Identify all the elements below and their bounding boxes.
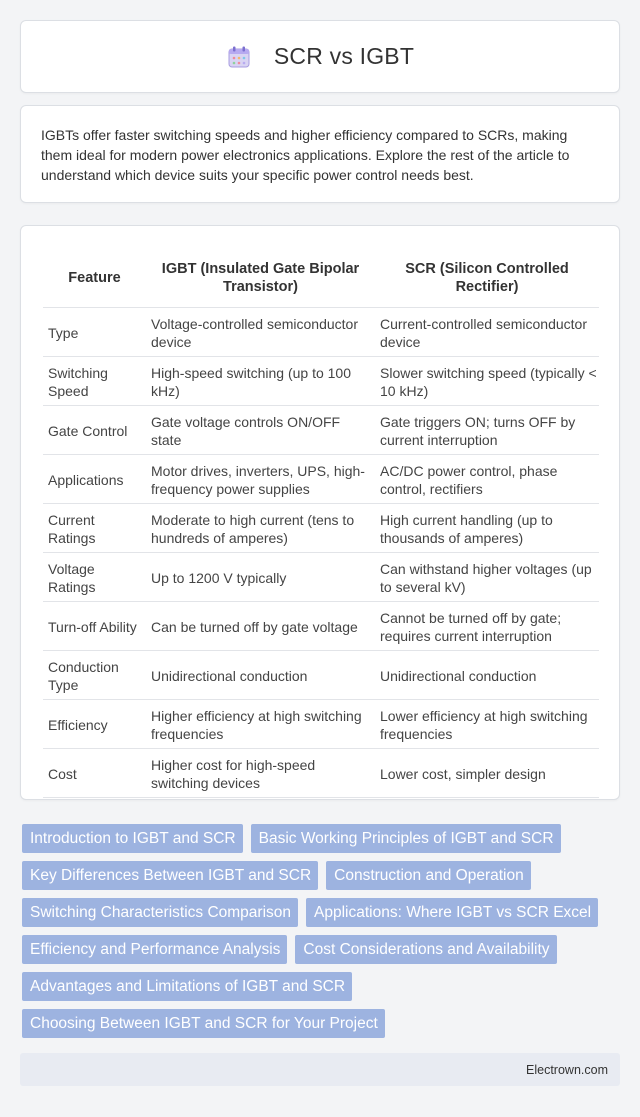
comparison-table xyxy=(43,246,599,798)
table-cell-scr: High current handling (up to thousands of amperes) xyxy=(375,504,599,553)
table-cell-igbt: Voltage-controlled semiconductor device xyxy=(146,308,375,357)
intro-text: IGBTs offer faster switching speeds and higher efficiency compared to SCRs, making them ideal for modern power electronics applications. Explore the rest of the article to understand which device suits your specific power control needs best. xyxy=(41,127,570,183)
comparison-table-card xyxy=(20,225,620,800)
table-cell-scr: Slower switching speed (typically < 10 kHz) xyxy=(375,357,599,406)
intro-card xyxy=(20,105,620,203)
table-header-row xyxy=(43,246,599,308)
table-cell-feature: Efficiency xyxy=(43,700,146,749)
table-cell-feature: Current Ratings xyxy=(43,504,146,553)
table-row xyxy=(43,455,599,504)
table-row xyxy=(43,553,599,602)
table-row xyxy=(43,602,599,651)
table-row xyxy=(43,308,599,357)
table-header-feature: Feature xyxy=(43,246,146,308)
table-row xyxy=(43,700,599,749)
table-row xyxy=(43,749,599,798)
table-cell-feature: Conduction Type xyxy=(43,651,146,700)
table-cell-igbt: Up to 1200 V typically xyxy=(146,553,375,602)
table-row xyxy=(43,357,599,406)
table-row xyxy=(43,651,599,700)
table-cell-igbt: Moderate to high current (tens to hundreds of amperes) xyxy=(146,504,375,553)
tag-choosing[interactable]: Choosing Between IGBT and SCR for Your Project xyxy=(22,1009,385,1038)
footer-site[interactable]: Electrown.com xyxy=(526,1062,608,1077)
table-cell-igbt: Can be turned off by gate voltage xyxy=(146,602,375,651)
table-cell-feature: Type xyxy=(43,308,146,357)
table-cell-igbt: Higher efficiency at high switching frequencies xyxy=(146,700,375,749)
table-cell-scr: Can withstand higher voltages (up to several kV) xyxy=(375,553,599,602)
table-row xyxy=(43,406,599,455)
table-cell-feature: Turn-off Ability xyxy=(43,602,146,651)
table-row xyxy=(43,504,599,553)
tag-efficiency[interactable]: Efficiency and Performance Analysis xyxy=(22,935,287,964)
table-cell-scr: Gate triggers ON; turns OFF by current interruption xyxy=(375,406,599,455)
table-cell-igbt: Higher cost for high-speed switching devices xyxy=(146,749,375,798)
tag-construction[interactable]: Construction and Operation xyxy=(326,861,531,890)
calendar-icon xyxy=(226,44,252,70)
table-cell-feature: Applications xyxy=(43,455,146,504)
topic-tags xyxy=(22,824,622,1038)
table-cell-feature: Cost xyxy=(43,749,146,798)
title-card xyxy=(20,20,620,93)
table-cell-scr: AC/DC power control, phase control, rectifiers xyxy=(375,455,599,504)
table-cell-igbt: Motor drives, inverters, UPS, high-frequency power supplies xyxy=(146,455,375,504)
table-cell-igbt: Gate voltage controls ON/OFF state xyxy=(146,406,375,455)
table-cell-igbt: Unidirectional conduction xyxy=(146,651,375,700)
table-cell-scr: Unidirectional conduction xyxy=(375,651,599,700)
table-cell-scr: Lower efficiency at high switching frequencies xyxy=(375,700,599,749)
tag-key-differences[interactable]: Key Differences Between IGBT and SCR xyxy=(22,861,318,890)
table-header-igbt: IGBT (Insulated Gate Bipolar Transistor) xyxy=(146,246,375,308)
tag-working-principles[interactable]: Basic Working Principles of IGBT and SCR xyxy=(251,824,561,853)
tag-cost[interactable]: Cost Considerations and Availability xyxy=(295,935,556,964)
table-header-scr: SCR (Silicon Controlled Rectifier) xyxy=(375,246,599,308)
table-cell-scr: Lower cost, simpler design xyxy=(375,749,599,798)
page-title: SCR vs IGBT xyxy=(273,43,415,69)
tag-switching-characteristics[interactable]: Switching Characteristics Comparison xyxy=(22,898,298,927)
footer xyxy=(20,1053,620,1086)
table-cell-igbt: High-speed switching (up to 100 kHz) xyxy=(146,357,375,406)
table-cell-feature: Voltage Ratings xyxy=(43,553,146,602)
table-cell-scr: Current-controlled semiconductor device xyxy=(375,308,599,357)
tag-advantages[interactable]: Advantages and Limitations of IGBT and SCR xyxy=(22,972,352,1001)
table-cell-feature: Switching Speed xyxy=(43,357,146,406)
table-cell-feature: Gate Control xyxy=(43,406,146,455)
tag-introduction[interactable]: Introduction to IGBT and SCR xyxy=(22,824,243,853)
tag-applications[interactable]: Applications: Where IGBT vs SCR Excel xyxy=(306,898,598,927)
table-cell-scr: Cannot be turned off by gate; requires current interruption xyxy=(375,602,599,651)
